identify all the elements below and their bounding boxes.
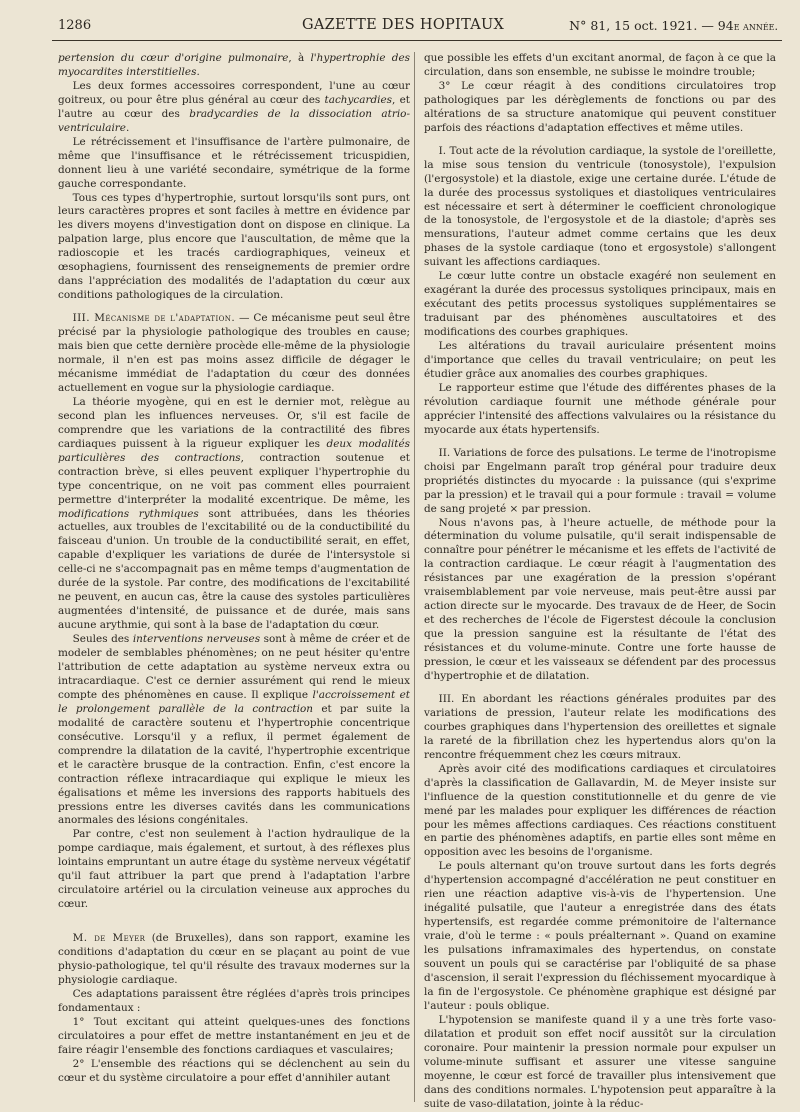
page-header: [52, 14, 782, 41]
paragraph: La théorie myogène, qui en est le dernier mot, relègue au second plan les influences nerveuses. Or, s'il est facile de comprendre que les variations de la contractilité des fibres cardiaques puissent à la rigueur expliquer les deux modalités particulières des contractions, contraction soutenue et contraction brève, si elles peuvent expliquer l'hypertrophie du type concentrique, on ne voit pas comment elles pourraient permettre d'interpréter la modalité excentrique. De même, les modifications rythmiques sont attribuées, dans les théories actuelles, aux troubles de l'excitabilité ou de la conductibilité du faisceau d'union. Un trouble de la conductibilité serait, en effet, capable d'expliquer les variations de durée de l'intersystole si celle-ci ne s'accompagnait pas en même temps d'augmentation de durée de la systole. Par contre, des modifications de l'excitabilité ne peuvent, en aucun cas, être la cause des systoles particulières augmentées d'intensité, de puissance et de durée, mais sans aucune arythmie, qui sont à la base de l'adaptation du cœur.: [58, 395, 411, 632]
paragraph: Le rétrécissement et l'insuffisance de l'artère pulmonaire, de même que l'insuffisance et le rétrécissement tricuspidien, donnent lieu à une variété secondaire, symétrique de la forme gauche correspondante.: [58, 135, 410, 190]
paragraph: que possible les effets d'un excitant anormal, de façon à ce que la circulation, dans son ensemble, ne subisse le moindre trouble;: [424, 52, 776, 78]
paragraph: M. de Meyer (de Bruxelles), dans son rapport, examine les conditions d'adaptation du cœur en se plaçant au point de vue physio-pathologique, tel qu'il résulte des travaux modernes sur la physiologie cardiaque.: [58, 932, 410, 986]
paragraph: Les deux formes accessoires correspondent, l'une au cœur goitreux, ou pour être plus général au cœur des tachycardies, et l'autre au cœur des bradycardies de la dissociation atrio-ventriculaire.: [58, 79, 410, 134]
paragraph: Ces adaptations paraissent être réglées d'après trois principes fondamentaux :: [58, 987, 410, 1014]
paragraph: Par contre, c'est non seulement à l'action hydraulique de la pompe cardiaque, mais également, et surtout, à des réflexes plus lointains empruntant un autre étage du système nerveux végétatif qu'il faut attribuer la part que prend à l'adaptation l'arbre circulatoire artériel ou la circulation veineuse aux approches du cœur.: [58, 828, 410, 911]
paragraph: 2° L'ensemble des réactions qui se déclenchent au sein du cœur et du système circulatoire a pour effet d'annihiler autant: [58, 1057, 410, 1084]
paragraph: pertension du cœur d'origine pulmonaire, à l'hypertrophie des myocardites interstitielles.: [58, 52, 410, 78]
paragraph: I. Tout acte de la révolution cardiaque, la systole de l'oreillette, la mise sous tension du ventricule (tonosystole), l'expulsion (l'ergosystole) et la diastole, exige une certaine durée. L'étude de la durée des processus systoliques et diastoliques ventriculaires est nécessaire et sert à déterminer le coefficient chronologique de la tonosystole, de l'ergosystole et de la diastole; d'après ses mensurations, l'auteur admet comme certains que les deux phases de la systole cardiaque (tono et ergosystole) s'allongent suivant les affections cardiaques.: [424, 144, 776, 269]
paragraph: Après avoir cité des modifications cardiaques et circulatoires d'après la classification de Gallavardin, M. de Meyer insiste sur l'influence de la question constitutionnelle et du genre de vie mené par les malades pour expliquer les différences de réaction pour les mêmes affections cardiaques. Ces réactions constituent en partie des phénomènes adaptifs, en partie elles sont même en opposition avec les besoins de l'organisme.: [424, 762, 776, 859]
paragraph: Le pouls alternant qu'on trouve surtout dans les forts degrés d'hypertension accompagné d'accélération ne peut constituer en rien une réaction adaptive vis-à-vis de l'hypertension. Une inégalité pulsatile, que l'auteur a enregistrée dans des états hypertensifs, est regardée comme prémonitoire de l'alternance vraie, d'où le terme : « pouls préalternant ». Quand on examine les pulsations inframaximales des hypertendus, on constate souvent un pouls qui se caractérise par l'obliquité de sa phase d'ascension, il serait l'expression du fléchissement myocardique à la fin de l'ergosystole. Ce phénomène graphique est désigné par l'auteur : pouls oblique.: [424, 860, 776, 1012]
paragraph: III. En abordant les réactions générales produites par des variations de pression, l'auteur relate les modifications des courbes graphiques dans l'hypertension des oreillettes et signale la rareté de la fibrillation chez les hypertendus alors qu'on la rencontre fréquemment chez les cœurs mitraux.: [424, 692, 776, 761]
paragraph: III. Mécanisme de l'adaptation. — Ce mécanisme peut seul être précisé par la physiologie pathologique des troubles en cause; mais bien que cette dernière procède elle-même de la physiologie normale, il n'en est pas moins assez difficile de dégager le mécanisme immédiat de l'adaptation du cœur des données actuellement en vogue sur la physiologie cardiaque.: [58, 312, 410, 394]
left-column: [58, 52, 410, 1102]
paragraph: Nous n'avons pas, à l'heure actuelle, de méthode pour la détermination du volume pulsatile, qu'il serait indispensable de connaître pour pénétrer le mécanisme et les effets de l'activité de la contraction cardiaque. Le cœur réagit à l'augmentation des résistances par une exagération de la pression s'opérant vraisemblablement par voie nerveuse, mais peut-être aussi par action directe sur le myocarde. Des travaux de de Heer, de Socin et des recherches de l'école de Figerstest découle la conclusion que la pression sanguine est la résultante de l'état des résistances et du volume-minute. Contre une forte hausse de pression, le cœur et les vaisseaux se défendent par des processus d'hypertrophie et de dilatation.: [424, 516, 776, 682]
paragraph: 1° Tout excitant qui atteint quelques-unes des fonctions circulatoires a pour effet de mettre instantanément en jeu et de faire réagir l'ensemble des fonctions cardiaques et vasculaires;: [58, 1015, 410, 1056]
paragraph: Seules des interventions nerveuses sont à même de créer et de modeler de semblables phénomènes; on ne peut hésiter qu'entre l'attribution de cette adaptation au système nerveux extra ou intracardiaque. C'est ce dernier assurément qui rend le mieux compte des phénomènes en cause. Il explique l'accroissement et le prolongement parallèle de la contraction et par suite la modalité de caractère soutenu et l'hypertrophie concentrique consécutive. Lorsqu'il y a reflux, il permet également de comprendre la dilatation de la cavité, l'hypertrophie excentrique et le caractère brusque de la contraction. Enfin, c'est encore la contraction réflexe intracardiaque qui explique le mieux les égalisations et même les inversions des rapports habituels des pressions entre les diverses cavités dans les communications anormales des lésions congénitales.: [58, 633, 410, 827]
paragraph: Les altérations du travail auriculaire présentent moins d'importance que celles du travail ventriculaire; on peut les étudier grâce aux anomalies des courbes graphiques.: [424, 340, 776, 380]
article-body: [52, 52, 782, 1110]
right-column: [424, 52, 776, 1110]
page-number: 1286: [58, 18, 92, 33]
issue-info: N° 81, 15 oct. 1921. — 94e année.: [569, 18, 778, 33]
column-divider: [414, 52, 415, 1102]
paragraph: II. Variations de force des pulsations. Le terme de l'inotropisme choisi par Engelmann paraît trop général pour traduire deux propriétés distinctes du myocarde : la puissance (qui s'exprime par la pression) et le travail qui a pour formule : travail = volume de sang projeté × par pression.: [424, 446, 776, 515]
paragraph: 3° Le cœur réagit à des conditions circulatoires trop pathologiques par les dérèglements de fonctions ou par des altérations de sa structure anatomique qui peuvent constituer parfois des réactions d'adaptation effectives et même utiles.: [424, 79, 776, 134]
journal-title: GAZETTE DES HOPITAUX: [302, 17, 505, 33]
paragraph: Tous ces types d'hypertrophie, surtout lorsqu'ils sont purs, ont leurs caractères propres et sont faciles à mettre en évidence par les divers moyens d'investigation dont on dispose en clinique. La palpation large, plus encore que l'auscultation, de même que la radioscopie et les tracés cardiographiques, veineux et œsophagiens, fournissent des renseignements de premier ordre dans l'appréciation des modalités de l'adaptation du cœur aux conditions pathologiques de la circulation.: [58, 191, 410, 302]
paragraph: Le rapporteur estime que l'étude des différentes phases de la révolution cardiaque fournit une méthode générale pour apprécier l'intensité des affections valvulaires ou la résistance du myocarde aux états hypertensifs.: [424, 381, 776, 436]
paragraph: Le cœur lutte contre un obstacle exagéré non seulement en exagérant la durée des processus systoliques principaux, mais en exécutant des petits processus systoliques supplémentaires se traduisant par des phénomènes auscultatoires et des modifications des courbes graphiques.: [424, 270, 776, 339]
paragraph: L'hypotension se manifeste quand il y a une très forte vaso-dilatation et produit son effet nocif aussitôt sur la circulation coronaire. Pour maintenir la pression normale pour expulser un volume-minute suffisant et assurer une vitesse sanguine moyenne, le cœur est forcé de travailler plus intensivement que dans des conditions normales. L'hypotension peut apparaître à la suite de vaso-dilatation, jointe à la réduc-: [424, 1013, 776, 1110]
